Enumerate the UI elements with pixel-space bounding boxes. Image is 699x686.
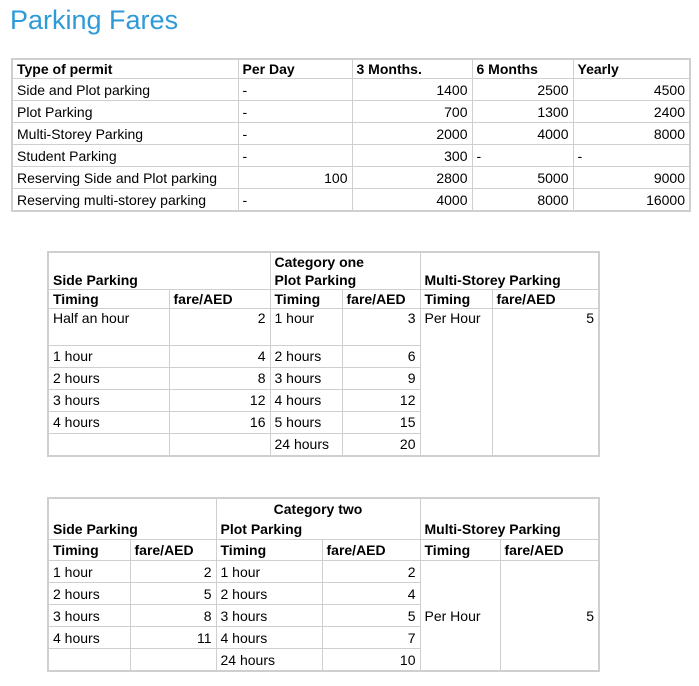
plot-fare: 6 (342, 346, 420, 368)
multi-fare-header: fare/AED (492, 290, 599, 309)
side-timing: 2 hours (48, 368, 169, 390)
yearly: 16000 (573, 189, 690, 212)
per-day: 100 (238, 167, 352, 189)
page-title: Parking Fares (10, 5, 179, 35)
side-timing-empty (48, 434, 169, 457)
table-row (12, 79, 690, 101)
side-fare-empty (130, 649, 216, 672)
plot-timing: 3 hours (216, 605, 322, 627)
side-timing-empty (48, 649, 130, 672)
plot-timing: 24 hours (270, 434, 342, 457)
yearly: - (573, 145, 690, 167)
plot-timing: 4 hours (216, 627, 322, 649)
category-one-title: Category one (270, 252, 420, 271)
side-timing: 4 hours (48, 412, 169, 434)
table-row (48, 309, 599, 346)
six-months: 8000 (472, 189, 573, 212)
plot-timing: 1 hour (216, 561, 322, 583)
plot-timing-header: Timing (216, 540, 322, 561)
section-header-row (48, 271, 599, 290)
yearly: 4500 (573, 79, 690, 101)
side-timing-header: Timing (48, 290, 169, 309)
side-fare: 2 (130, 561, 216, 583)
permit-type: Reserving multi-storey parking (12, 189, 238, 212)
table-row (12, 145, 690, 167)
plot-timing: 4 hours (270, 390, 342, 412)
per-day: - (238, 101, 352, 123)
category-two-title: Category two (216, 498, 420, 519)
side-timing: 2 hours (48, 583, 130, 605)
side-fare: 2 (169, 309, 270, 346)
side-fare: 16 (169, 412, 270, 434)
header-type-of-permit: Type of permit (12, 59, 238, 79)
side-fare: 5 (130, 583, 216, 605)
table-row (12, 101, 690, 123)
plot-timing: 5 hours (270, 412, 342, 434)
six-months: 1300 (472, 101, 573, 123)
plot-fare: 7 (322, 627, 420, 649)
plot-fare: 15 (342, 412, 420, 434)
three-months: 2000 (352, 123, 472, 145)
permit-type: Reserving Side and Plot parking (12, 167, 238, 189)
multi-storey-label: Multi-Storey Parking (420, 271, 599, 290)
column-header-row (48, 290, 599, 309)
section-header-row (48, 519, 599, 540)
side-fare-header: fare/AED (169, 290, 270, 309)
category-one-table (47, 251, 600, 457)
multi-timing: Per Hour (420, 309, 492, 457)
side-fare: 12 (169, 390, 270, 412)
table-row (12, 123, 690, 145)
six-months: 5000 (472, 167, 573, 189)
multi-fare: 5 (500, 561, 599, 672)
yearly: 9000 (573, 167, 690, 189)
six-months: 2500 (472, 79, 573, 101)
per-day: - (238, 145, 352, 167)
plot-parking-label: Plot Parking (270, 271, 420, 290)
plot-fare: 5 (322, 605, 420, 627)
header-yearly: Yearly (573, 59, 690, 79)
six-months: - (472, 145, 573, 167)
side-parking-label: Side Parking (48, 271, 270, 290)
six-months: 4000 (472, 123, 573, 145)
plot-fare-header: fare/AED (342, 290, 420, 309)
plot-timing-header: Timing (270, 290, 342, 309)
three-months: 700 (352, 101, 472, 123)
three-months: 2800 (352, 167, 472, 189)
per-day: - (238, 189, 352, 212)
side-fare-header: fare/AED (130, 540, 216, 561)
side-fare: 8 (169, 368, 270, 390)
plot-timing: 2 hours (216, 583, 322, 605)
plot-fare-header: fare/AED (322, 540, 420, 561)
yearly: 2400 (573, 101, 690, 123)
plot-fare: 2 (322, 561, 420, 583)
plot-parking-label: Plot Parking (216, 519, 420, 540)
plot-fare: 12 (342, 390, 420, 412)
permit-type: Plot Parking (12, 101, 238, 123)
table-row (48, 561, 599, 583)
multi-storey-label: Multi-Storey Parking (420, 519, 599, 540)
header-per-day: Per Day (238, 59, 352, 79)
plot-fare: 20 (342, 434, 420, 457)
plot-fare: 4 (322, 583, 420, 605)
side-fare: 4 (169, 346, 270, 368)
multi-timing-header: Timing (420, 540, 500, 561)
multi-fare-header: fare/AED (500, 540, 599, 561)
three-months: 300 (352, 145, 472, 167)
side-fare: 11 (130, 627, 216, 649)
permit-type: Student Parking (12, 145, 238, 167)
category-two-table (47, 497, 600, 672)
category-title-row (48, 252, 599, 271)
per-day: - (238, 123, 352, 145)
side-timing: 3 hours (48, 605, 130, 627)
header-6-months: 6 Months (472, 59, 573, 79)
yearly: 8000 (573, 123, 690, 145)
multi-timing-header: Timing (420, 290, 492, 309)
permits-header-row (12, 59, 690, 79)
three-months: 1400 (352, 79, 472, 101)
permit-type: Side and Plot parking (12, 79, 238, 101)
side-timing-header: Timing (48, 540, 130, 561)
multi-timing: Per Hour (420, 561, 500, 672)
table-row (12, 189, 690, 212)
side-timing: 4 hours (48, 627, 130, 649)
table-row (12, 167, 690, 189)
plot-timing: 24 hours (216, 649, 322, 672)
plot-timing: 2 hours (270, 346, 342, 368)
plot-fare: 3 (342, 309, 420, 346)
multi-fare: 5 (492, 309, 599, 457)
side-fare-empty (169, 434, 270, 457)
permits-table (11, 58, 691, 212)
side-timing: 1 hour (48, 346, 169, 368)
plot-timing: 1 hour (270, 309, 342, 346)
side-timing: Half an hour (48, 309, 169, 346)
category-title-row (48, 498, 599, 519)
column-header-row (48, 540, 599, 561)
per-day: - (238, 79, 352, 101)
header-3-months: 3 Months. (352, 59, 472, 79)
side-parking-label: Side Parking (48, 519, 216, 540)
plot-fare: 9 (342, 368, 420, 390)
plot-fare: 10 (322, 649, 420, 672)
permit-type: Multi-Storey Parking (12, 123, 238, 145)
three-months: 4000 (352, 189, 472, 212)
plot-timing: 3 hours (270, 368, 342, 390)
side-timing: 1 hour (48, 561, 130, 583)
side-timing: 3 hours (48, 390, 169, 412)
side-fare: 8 (130, 605, 216, 627)
